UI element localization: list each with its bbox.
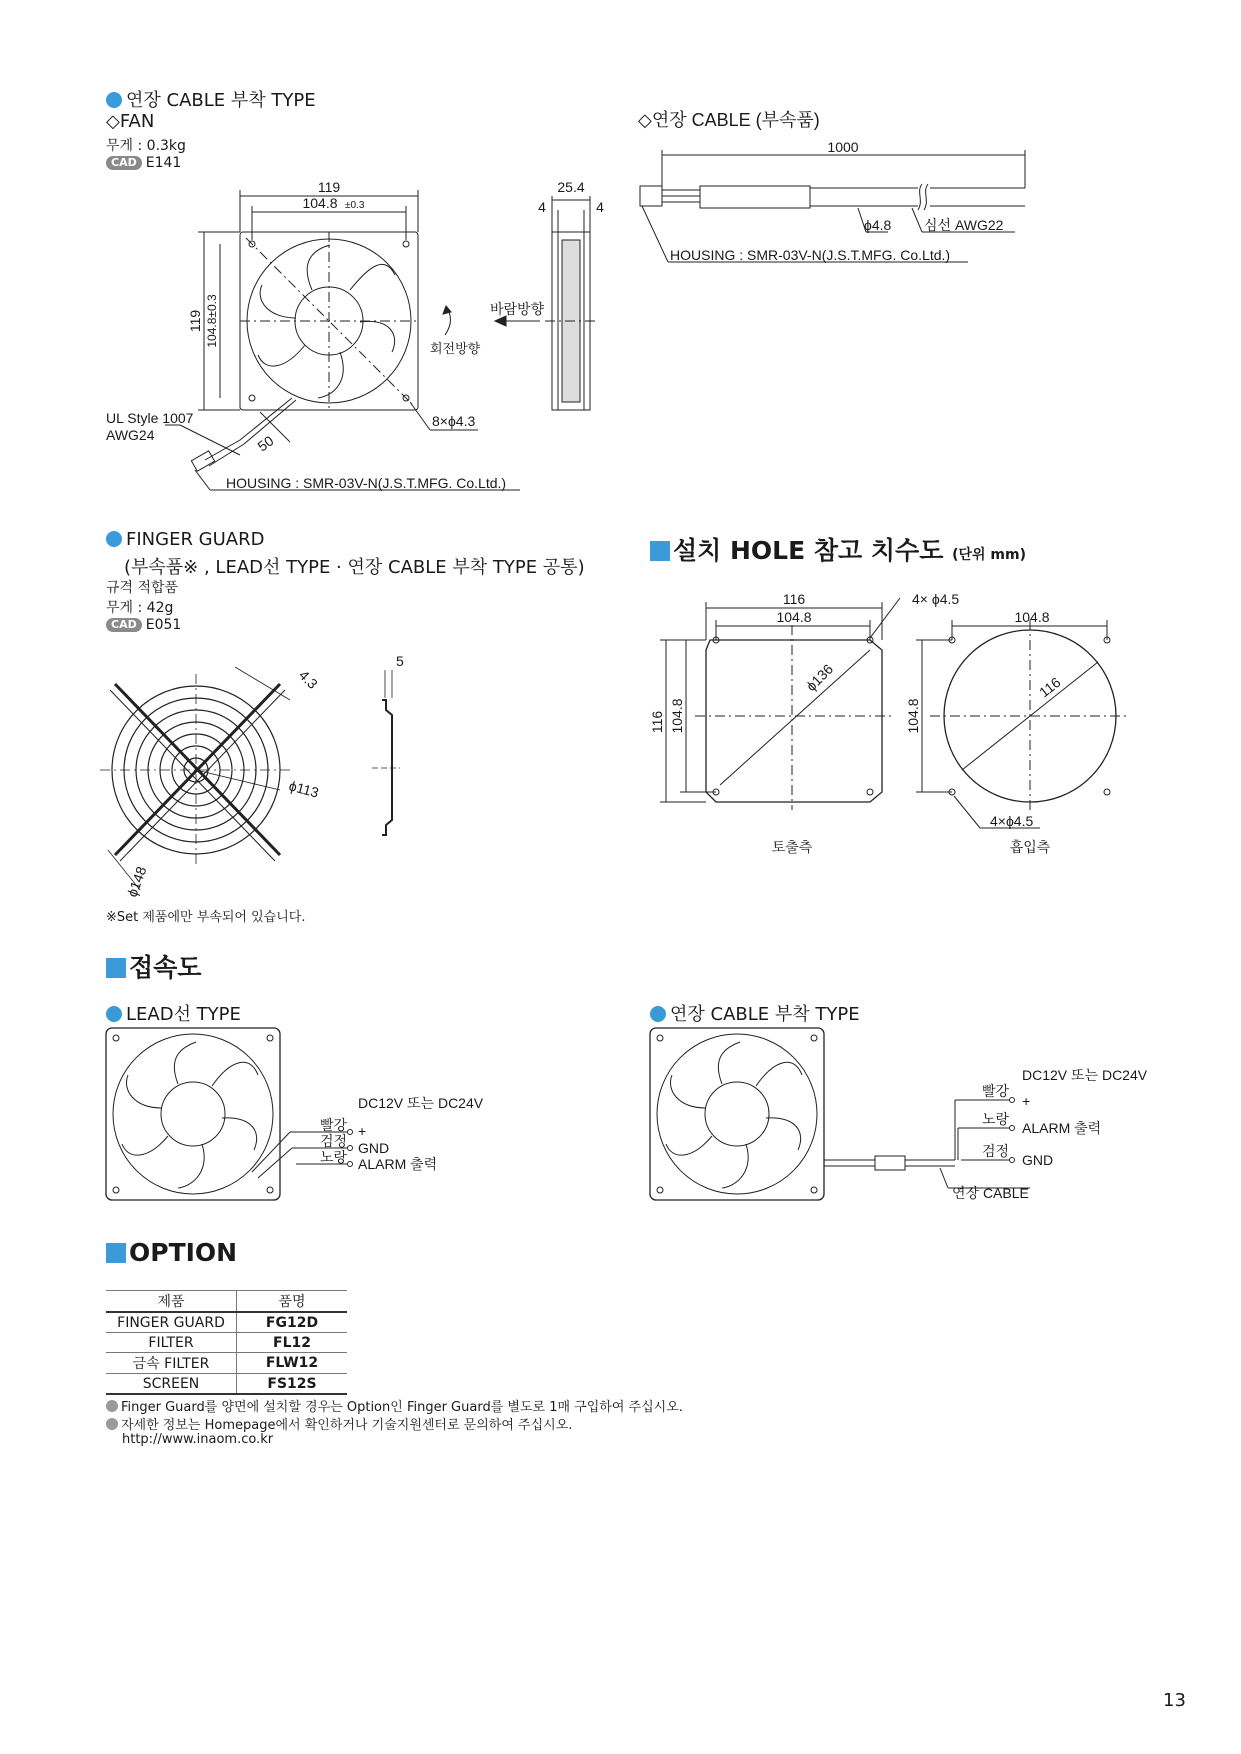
ext-alarm: ALARM 출력 [1022,1120,1102,1136]
ext-wire-red: 빨강 [982,1083,1010,1099]
table-cell: SCREEN [106,1374,237,1395]
square-bullet-icon [106,958,126,978]
table-header: 제품 [106,1291,237,1313]
fan-drawing [0,0,1241,520]
dim-depth: 25.4 [557,179,585,195]
lead-wire-yellow: 노랑 [320,1149,348,1165]
hole-left-w-hole: 104.8 [776,609,812,625]
ext-type-heading: 연장 CABLE 부착 TYPE [650,1000,860,1026]
cad-code: E141 [145,155,182,171]
hole-right-diam: 116 [1035,674,1064,701]
finger-guard-footnote: ※Set 제품에만 부속되어 있습니다. [106,910,306,925]
ext-wire-yellow: 노랑 [982,1111,1010,1127]
wiring-drawing [0,1020,1241,1220]
finger-guard-weight: 무게 : 42g [106,600,174,616]
cable-length: 1000 [827,139,859,155]
dim-holes: 8×ϕ4.3 [432,413,476,429]
cable-diameter: ϕ4.8 [864,217,892,233]
airflow-label: 바람방향 [490,301,545,317]
hole-left-h-hole: 104.8 [669,698,685,734]
hole-heading: 설치 HOLE 참고 치수도 (단위 mm) [650,531,1026,567]
dim-height-total: 119 [187,309,203,333]
option-table [106,1290,347,1395]
cad-badge: CAD [106,618,142,632]
lead-wire-red: 빨강 [320,1117,348,1133]
finger-guard-heading: FINGER GUARD [106,529,264,550]
table-cell: FS12S [237,1374,348,1395]
table-cell: FG12D [237,1312,348,1333]
cable-housing: HOUSING : SMR-03V-N(J.S.T.MFG. Co.Ltd.) [670,247,951,263]
hole-drawing [0,570,1241,870]
ul-style: UL Style 1007 [106,410,194,426]
table-row [106,1374,347,1395]
table-cell: FL12 [237,1333,348,1353]
hole-right-w-hole: 104.8 [1014,609,1050,625]
fan-section-heading: 연장 CABLE 부착 TYPE [106,86,316,112]
lead-fan-frame [106,1028,280,1200]
guard-dim-43: 4.3 [295,666,321,692]
fan-label: ◇FAN [106,111,155,132]
cable-title: ◇연장 CABLE (부속품) [638,110,820,130]
awg: AWG24 [106,427,155,443]
hole-left-holes: 4× ϕ4.5 [912,591,960,607]
hole-left-caption: 토출측 [771,839,813,855]
fan-weight: 무게 : 0.3kg [106,138,186,154]
dim-height-hole: 104.8±0.3 [205,294,219,348]
option-note-2: 자세한 정보는 Homepage에서 확인하거나 기술지원센터로 문의하여 주십시오. [106,1414,572,1433]
hole-left-h-total: 116 [649,710,665,734]
lead-voltage: DC12V 또는 DC24V [358,1095,484,1111]
dim-width-hole: 104.8 [302,195,338,211]
table-header-row [106,1291,347,1313]
hole-right-h-hole: 104.8 [905,698,921,734]
lead-plus: + [358,1123,367,1139]
table-row [106,1353,347,1374]
homepage-link[interactable]: http://www.inaom.co.kr [122,1432,274,1447]
cad-code: E051 [145,617,182,633]
bullet-icon [106,1400,118,1412]
square-bullet-icon [106,1243,126,1263]
lead-type-heading: LEAD선 TYPE [106,1000,241,1026]
cable-core: 심선 AWG22 [924,217,1004,233]
ext-wire-black: 검정 [982,1143,1010,1159]
lead-gnd: GND [358,1140,390,1156]
ext-voltage: DC12V 또는 DC24V [1022,1067,1148,1083]
option-note-1: Finger Guard를 양면에 설치할 경우는 Option인 Finger Guard를 별도로 1매 구입하여 주십시오. [106,1396,683,1415]
table-row [106,1333,347,1353]
dim-flange-right: 4 [596,199,604,215]
table-row [106,1312,347,1333]
dim-lead-length: 50 [254,432,277,455]
square-bullet-icon [650,541,670,561]
bullet-icon [106,1418,118,1430]
wiring-heading: 접속도 [106,948,201,984]
ext-cable-label: 연장 CABLE [952,1185,1029,1201]
rotation-label: 회전방향 [430,341,481,356]
page-number: 13 [1163,1690,1186,1711]
finger-guard-spec: 규격 적합품 [106,580,179,596]
bullet-icon [106,531,122,547]
table-cell: FINGER GUARD [106,1312,237,1333]
table-header: 품명 [237,1291,348,1313]
fan-housing: HOUSING : SMR-03V-N(J.S.T.MFG. Co.Ltd.) [226,475,507,491]
ext-fan-frame [650,1028,824,1200]
dim-width-total: 119 [317,179,341,195]
option-heading: OPTION [106,1238,237,1267]
ext-gnd: GND [1022,1152,1054,1168]
hole-right-caption: 흡입측 [1009,839,1051,855]
dim-width-tol: ±0.3 [345,200,365,211]
table-cell: FLW12 [237,1353,348,1374]
guard-dim-5: 5 [396,653,404,669]
hole-left-diam: ϕ136 [802,660,837,695]
table-cell: FILTER [106,1333,237,1353]
lead-alarm: ALARM 출력 [358,1156,438,1172]
cad-badge: CAD [106,156,142,170]
hole-unit: (단위 mm) [952,547,1026,563]
lead-wire-black: 검정 [320,1133,348,1149]
dim-flange-left: 4 [538,199,546,215]
guard-dim-113: ϕ113 [287,777,321,801]
hole-left-w-total: 116 [782,591,806,607]
ext-plus: + [1022,1093,1031,1109]
table-cell: 금속 FILTER [106,1353,237,1374]
guard-dim-148: ϕ148 [123,864,150,900]
hole-right-holes: 4×ϕ4.5 [990,813,1034,829]
hole-left-outline [706,640,882,802]
finger-guard-subheading: (부속품※ , LEAD선 TYPE · 연장 CABLE 부착 TYPE 공통) [124,557,585,578]
